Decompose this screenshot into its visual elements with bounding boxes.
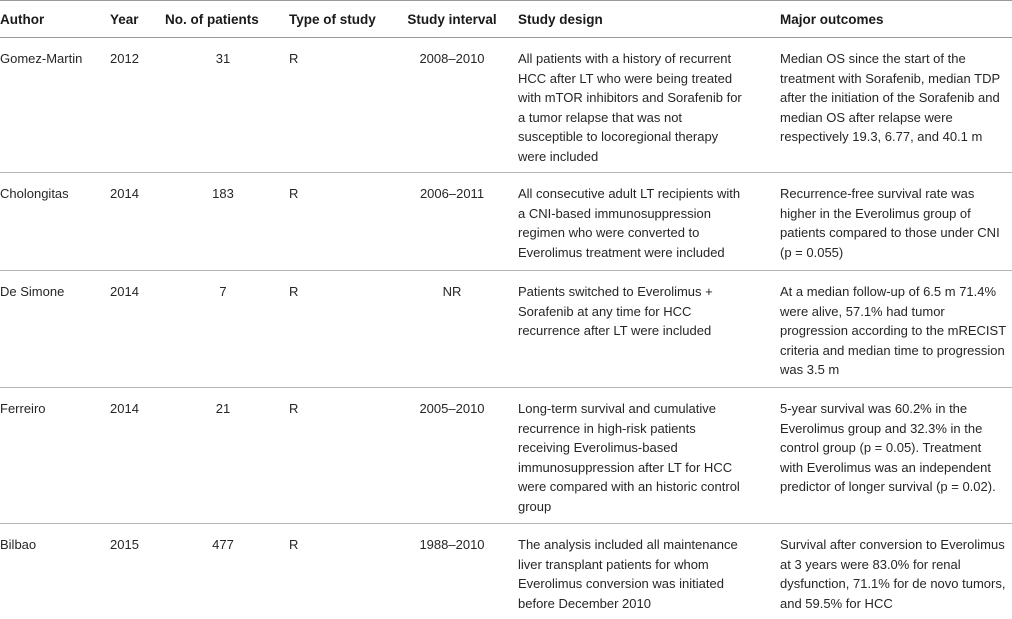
header-outcomes: Major outcomes	[772, 1, 1012, 38]
table-row	[0, 38, 1012, 173]
header-row	[0, 1, 1012, 38]
cell-design: The analysis included all maintenance liver transplant patients for whom Everolimus conversion was initiated before December 2010	[508, 524, 772, 619]
cell-type: R	[285, 271, 396, 388]
cell-design: All consecutive adult LT recipients with a CNI-based immunosuppression regimen who were converted to Everolimus treatment were included	[508, 173, 772, 271]
cell-author: Gomez-Martin	[0, 38, 106, 173]
cell-patients: 31	[161, 38, 285, 173]
cell-interval: 2008–2010	[396, 38, 508, 173]
cell-interval: NR	[396, 271, 508, 388]
cell-outcome: 5-year survival was 60.2% in the Everolimus group and 32.3% in the control group (p = 0.05). Treatment with Everolimus was an independent predictor of longer survival (p = 0.02).	[772, 388, 1012, 524]
cell-interval: 2005–2010	[396, 388, 508, 524]
cell-design: All patients with a history of recurrent HCC after LT who were being treated with mTOR inhibitors and Sorafenib for a tumor relapse that was not susceptible to locoregional therapy were included	[508, 38, 772, 173]
table-row	[0, 388, 1012, 524]
cell-author: Bilbao	[0, 524, 106, 619]
cell-patients: 183	[161, 173, 285, 271]
header-author: Author	[0, 1, 106, 38]
header-patients: No. of patients	[161, 1, 285, 38]
cell-design: Long-term survival and cumulative recurrence in high-risk patients receiving Everolimus-based immunosuppression after LT for HCC were compared with an historic control group	[508, 388, 772, 524]
cell-patients: 7	[161, 271, 285, 388]
header-year: Year	[106, 1, 161, 38]
cell-type: R	[285, 388, 396, 524]
cell-design: Patients switched to Everolimus + Sorafenib at any time for HCC recurrence after LT were included	[508, 271, 772, 388]
cell-outcome: Recurrence-free survival rate was higher in the Everolimus group of patients compared to those under CNI (p = 0.055)	[772, 173, 1012, 271]
cell-patients: 21	[161, 388, 285, 524]
table-row	[0, 173, 1012, 271]
cell-year: 2015	[106, 524, 161, 619]
cell-year: 2014	[106, 388, 161, 524]
header-interval: Study interval	[396, 1, 508, 38]
cell-author: Cholongitas	[0, 173, 106, 271]
cell-outcome: At a median follow-up of 6.5 m 71.4% were alive, 57.1% had tumor progression according to the mRECIST criteria and median time to progression was 3.5 m	[772, 271, 1012, 388]
cell-year: 2012	[106, 38, 161, 173]
cell-year: 2014	[106, 271, 161, 388]
table-row	[0, 271, 1012, 388]
table-row	[0, 524, 1012, 619]
cell-interval: 1988–2010	[396, 524, 508, 619]
cell-author: De Simone	[0, 271, 106, 388]
cell-outcome: Survival after conversion to Everolimus at 3 years were 83.0% for renal dysfunction, 71.1% for de novo tumors, and 59.5% for HCC	[772, 524, 1012, 619]
header-design: Study design	[508, 1, 772, 38]
cell-type: R	[285, 524, 396, 619]
cell-type: R	[285, 38, 396, 173]
header-type: Type of study	[285, 1, 396, 38]
cell-year: 2014	[106, 173, 161, 271]
cell-outcome: Median OS since the start of the treatment with Sorafenib, median TDP after the initiation of the Sorafenib and median OS after relapse were respectively 19.3, 6.77, and 40.1 m	[772, 38, 1012, 173]
cell-type: R	[285, 173, 396, 271]
cell-patients: 477	[161, 524, 285, 619]
cell-interval: 2006–2011	[396, 173, 508, 271]
cell-author: Ferreiro	[0, 388, 106, 524]
